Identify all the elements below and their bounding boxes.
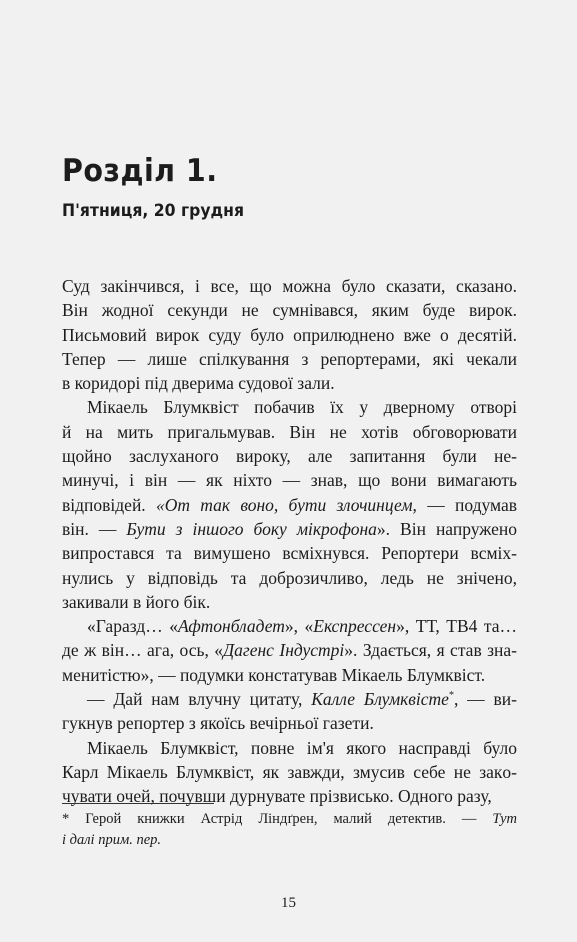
text-run: * Герой книжки Астрід Ліндґрен, малий детектив. — <box>62 811 493 827</box>
text-run: , — подумав <box>412 494 517 515</box>
italic-text: Експрессен <box>313 616 397 637</box>
italic-text: і далі прим. пер. <box>62 832 162 848</box>
body-line <box>62 638 517 662</box>
italic-text: Калле Блумквісте <box>311 689 449 710</box>
text-run: він. — <box>62 518 127 539</box>
body-line <box>62 590 517 614</box>
body-line <box>62 395 517 419</box>
chapter-subtitle: П'ятниця, 20 грудня <box>62 201 245 221</box>
text-run: , — ви- <box>453 689 517 710</box>
body-line <box>62 736 517 760</box>
text-run: Тепер — лише спілкування з репортерами, які чекали <box>62 348 517 369</box>
text-run: закивали в його бік. <box>62 591 211 612</box>
body-line <box>62 371 517 395</box>
text-run: — Дай нам влучну цитату, <box>87 689 312 710</box>
body-line <box>62 566 517 590</box>
italic-text: Бути з іншого боку мікрофона <box>126 518 377 539</box>
body-line <box>62 711 517 735</box>
body-line <box>62 468 517 492</box>
text-run: гукнув репортер з якоїсь вечірньої газети. <box>62 713 374 734</box>
body-line <box>62 274 517 298</box>
body-line <box>62 614 517 638</box>
text-run: менитістю», — подумки констатував Мікаель Блумквіст. <box>62 664 486 685</box>
text-run: ». Він напружено <box>376 518 517 539</box>
body-line <box>62 663 517 687</box>
body-text <box>62 274 517 809</box>
text-run: Мікаель Блумквіст побачив їх у дверному отворі <box>87 397 517 418</box>
footnote-line <box>62 809 517 830</box>
body-line <box>62 347 517 371</box>
body-line <box>62 420 517 444</box>
body-line <box>62 517 517 541</box>
footnote-divider <box>62 803 214 804</box>
footnote <box>62 809 517 851</box>
body-line <box>62 323 517 347</box>
italic-text: Афтонбладет <box>178 616 285 637</box>
body-line <box>62 541 517 565</box>
text-run: випростався та вимушено всміхнувся. Репортери всміх- <box>62 543 517 564</box>
italic-text: Дагенс Індустрі <box>223 640 345 661</box>
body-line <box>62 760 517 784</box>
text-run: відповідей. <box>62 494 156 515</box>
text-run: в коридорі під дверима судової зали. <box>62 373 335 394</box>
italic-text: Тут <box>492 811 517 827</box>
text-run: нулись у відповідь та доброзичливо, ледь не знічено, <box>62 567 517 588</box>
text-run: Мікаель Блумквіст, повне ім'я якого насправді було <box>87 737 517 758</box>
text-run: де ж він… ага, ось, « <box>62 640 224 661</box>
text-run: чувати очей, почувши дурнувате прізвисько. Одного разу, <box>62 786 492 807</box>
footnote-marker: * <box>448 690 454 702</box>
footnote-line <box>62 830 517 851</box>
body-line <box>62 784 517 808</box>
text-run: й на мить пригальмував. Він не хотів обговорювати <box>62 421 517 442</box>
text-run: «Гаразд… « <box>87 616 178 637</box>
text-run: щойно заслуханого вироку, але запитання були не- <box>62 446 517 467</box>
body-line <box>62 493 517 517</box>
body-line <box>62 687 517 711</box>
italic-text: «От так воно, бути злочинцем <box>155 494 413 515</box>
page-number: 15 <box>281 895 296 911</box>
chapter-title: Розділ 1. <box>62 153 218 189</box>
text-run: Суд закінчився, і все, що можна було сказати, сказано. <box>62 276 517 296</box>
body-line <box>62 298 517 322</box>
text-run: », ТТ, ТВ4 та… <box>396 616 518 637</box>
text-run: Карл Мікаель Блумквіст, як завжди, змусив себе не закo- <box>62 761 517 782</box>
text-run: Він жодної секунди не сумнівався, яким буде вирок. <box>62 300 517 321</box>
text-run: минучі, і він — як ніхто — знав, що вони вимагають <box>62 470 517 491</box>
text-run: ». Здається, я став зна- <box>344 640 518 661</box>
text-run: Письмовий вирок суду було оприлюднено вже о десятій. <box>62 324 517 345</box>
body-line <box>62 444 517 468</box>
text-run: », « <box>284 616 314 637</box>
